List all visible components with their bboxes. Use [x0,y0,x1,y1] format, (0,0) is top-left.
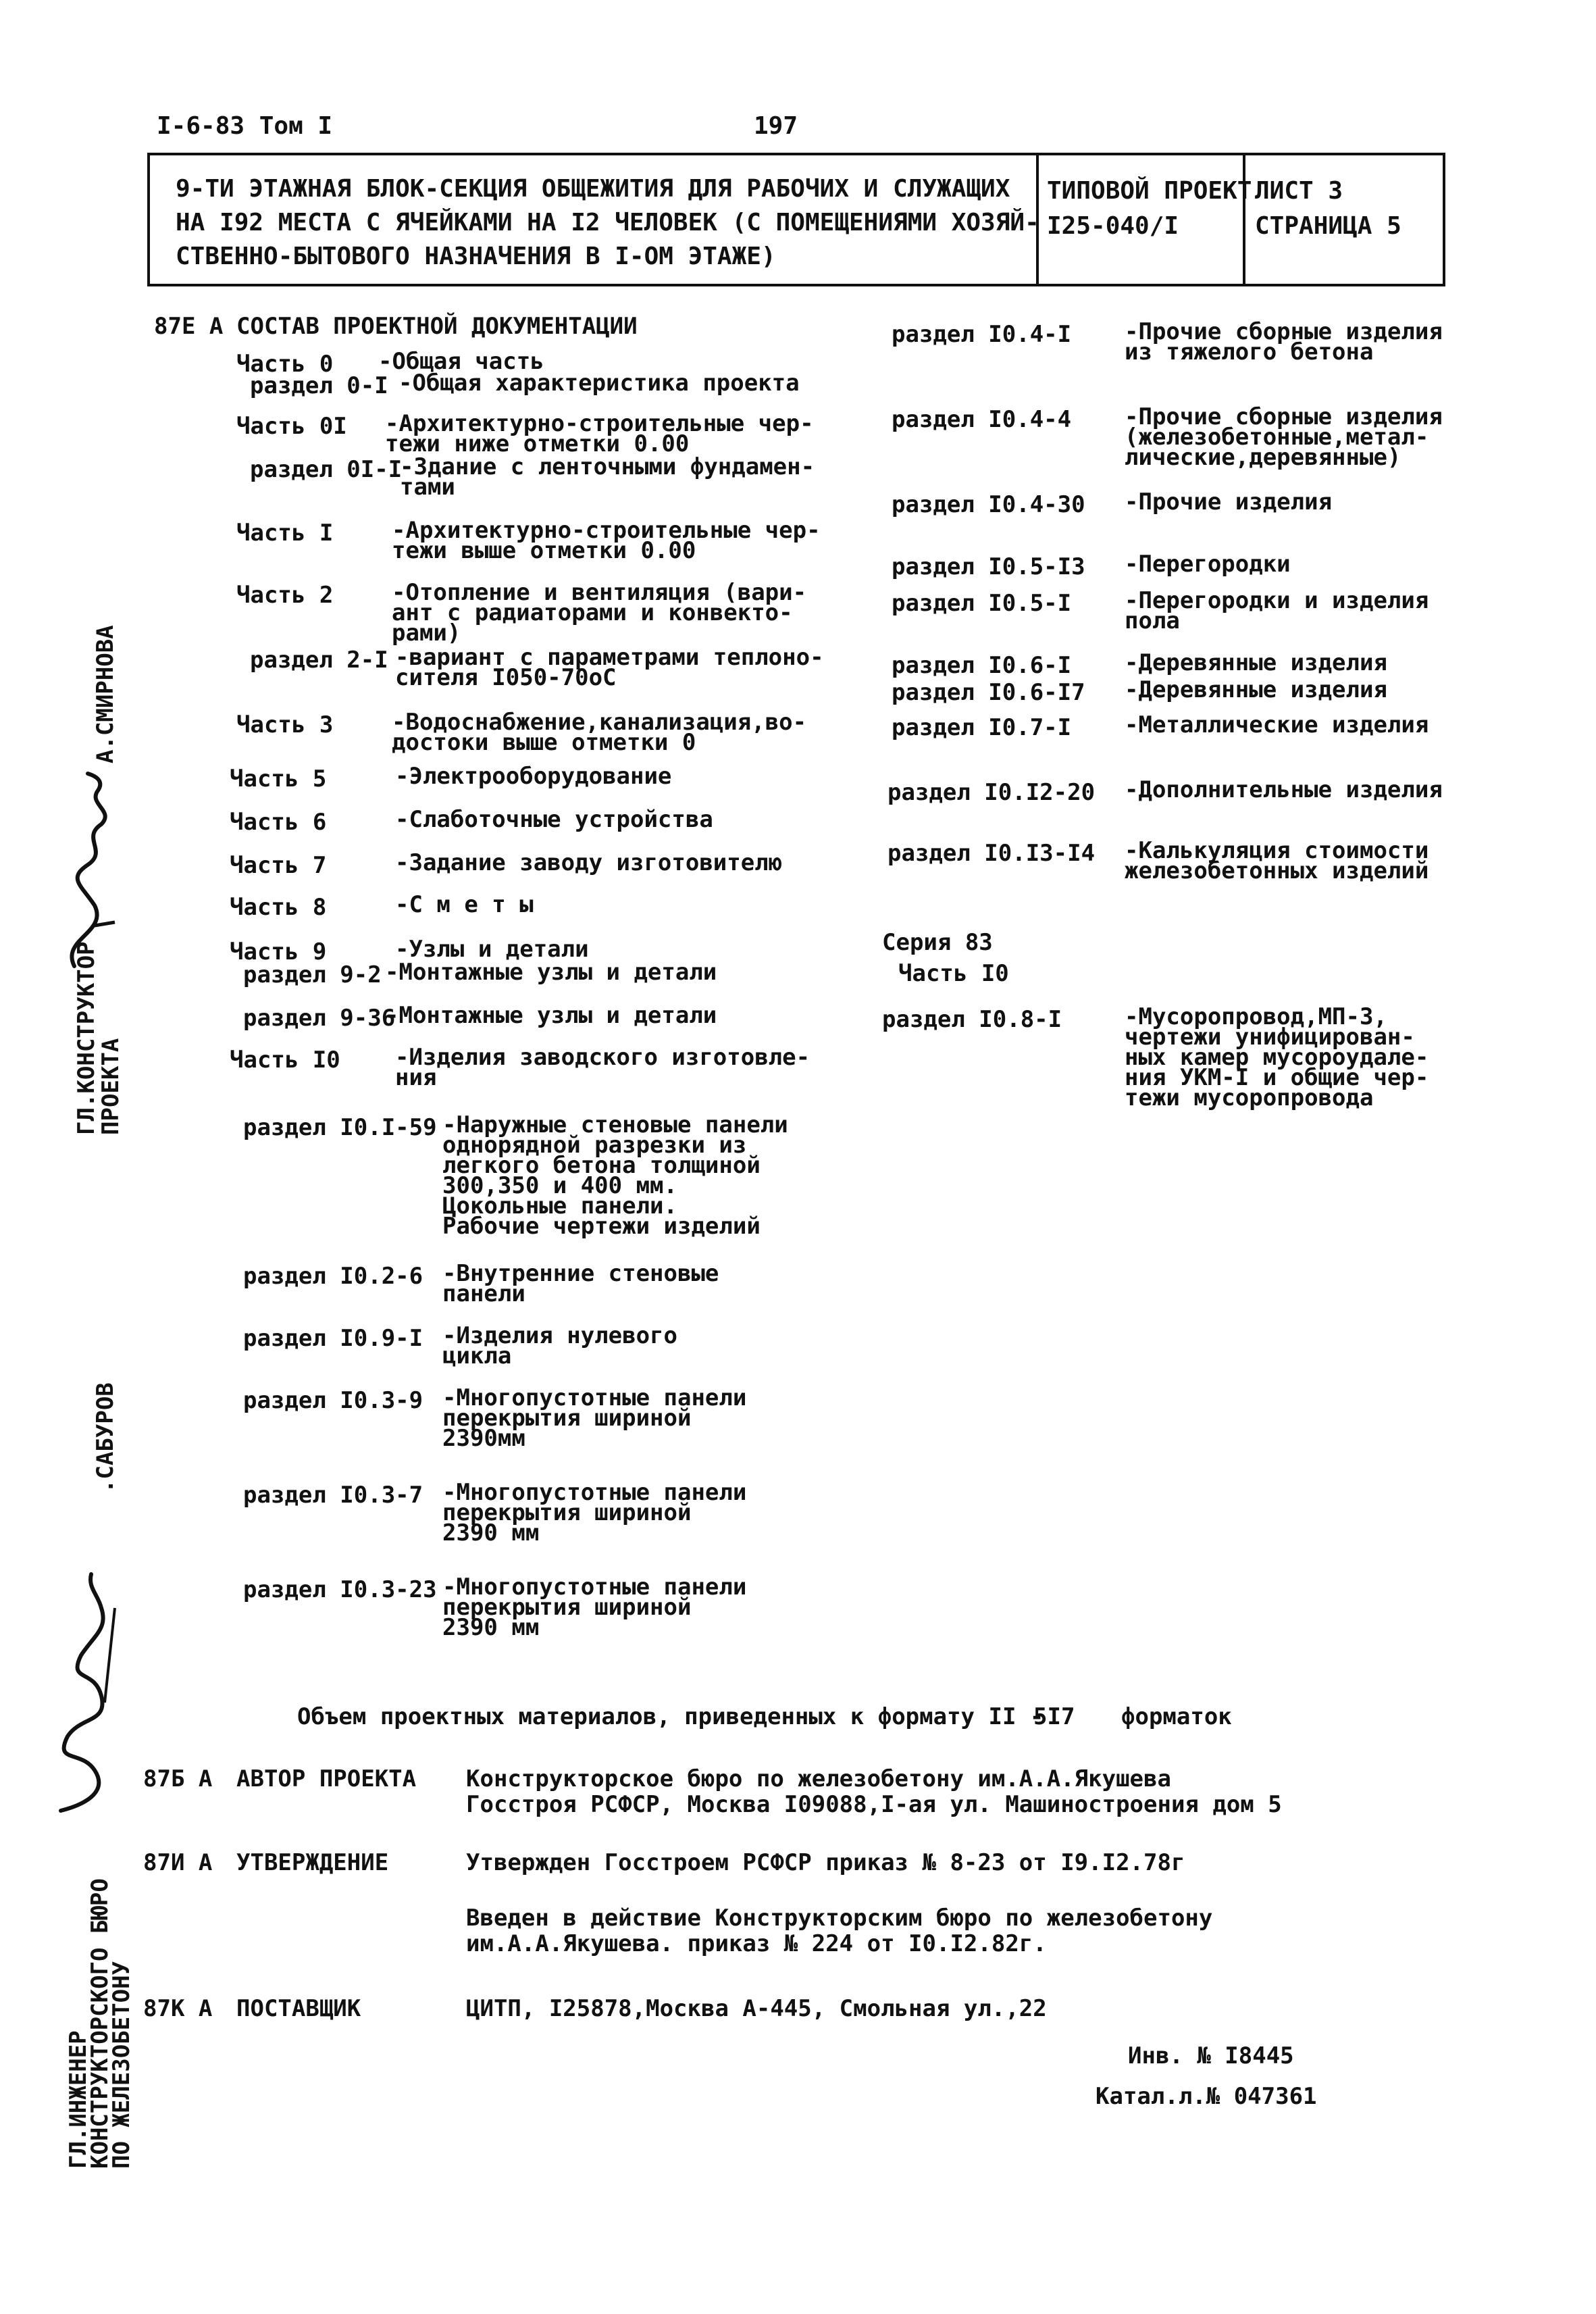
left-entry-label: раздел I0.2-6 [243,1263,423,1290]
left-entry-description: -Узлы и детали [395,936,589,963]
left-entry-label: Часть 6 [230,809,327,836]
signature-2 [41,1567,128,1824]
composition-heading: СОСТАВ ПРОЕКТНОЙ ДОКУМЕНТАЦИИ [236,313,638,340]
left-entry-label: раздел I0.3-9 [243,1387,423,1414]
left-entry-description: -Многопустотные панели перекрытия шириной 2390 мм [442,1479,747,1546]
left-entry-description: -вариант с параметрами теплоно- сителя I050-70оС [395,644,824,691]
project-type-label: ТИПОВОЙ ПРОЕКТ [1047,177,1252,205]
volume-unit: форматок [1121,1703,1232,1730]
right-entry-description: -Дополнительные изделия [1125,776,1443,803]
volume-value: 5I7 [1033,1703,1075,1730]
document-reference: I-6-83 Том I [157,112,333,140]
page-label: СТРАНИЦА 5 [1255,212,1401,240]
left-entry-description: -Задание заводу изготовителю [395,849,783,876]
left-entry-description: -С м е т ы [395,891,534,918]
chief-engineer-title: ГЛ.ИНЖЕНЕР КОНСТРУКТОРСКОГО БЮРО ПО ЖЕЛЕЗОБЕТОНУ [65,1878,135,2169]
right-entry-description: -Калькуляция стоимости железобетонных изделий [1125,837,1429,884]
left-entry-label: раздел 0-I [250,372,388,399]
right-entry-label: раздел I0.6-I [892,652,1072,679]
left-entry-label: Часть 7 [230,852,327,879]
right-entry-description: -Прочие сборные изделия из тяжелого бетона [1125,318,1443,366]
left-entry-label: раздел I0.3-23 [243,1576,437,1603]
enactment-text: Введен в действие Конструкторским бюро по железобетону им.А.А.Якушева. приказ № 224 от I0.I2.82г. [466,1905,1213,1957]
right-entry-description: -Металлические изделия [1125,711,1429,738]
left-entry-label: раздел 0I-I [250,456,403,483]
right-entry-description: -Деревянные изделия [1125,649,1387,676]
right-entry-label: раздел I0.6-I7 [892,679,1085,706]
left-entry-label: Часть 5 [230,765,327,793]
right-entry-description: -Перегородки [1125,551,1291,578]
right-entry-label: раздел I0.I3-I4 [887,840,1096,867]
left-entry-label: раздел I0.9-I [243,1325,423,1352]
chief-designer-name: А.СМИРНОВА [92,625,119,763]
left-entry-label: раздел 9-36 [243,1005,396,1032]
left-entry-description: -Изделия заводского изготовле- ния [395,1044,810,1091]
left-entry-label: раздел I0.I-59 [243,1114,437,1141]
left-entry-label: Часть I [236,520,334,547]
right-entry-label: раздел I0.4-4 [892,406,1072,433]
left-entry-description: -Водоснабжение,канализация,во- достоки выше отметки 0 [392,709,807,756]
right-entry-label: раздел I0.I2-20 [887,779,1096,806]
sheet-number: ЛИСТ 3 [1255,177,1343,205]
left-entry-label: Часть 3 [236,711,334,738]
chief-engineer-name: .САБУРОВ [92,1382,119,1493]
left-entry-description: -Архитектурно-строительные чер- тежи ниже отметки 0.00 [385,410,814,457]
title-block-divider-2 [1243,153,1245,286]
left-entry-description: -Монтажные узлы и детали [385,959,717,986]
right-entry-label: раздел I0.8-I [882,1006,1062,1033]
left-entry-description: -Многопустотные панели перекрытия шириной 2390 мм [442,1574,747,1641]
chief-designer-title: ГЛ.КОНСТРУКТОР ПРОЕКТА [73,941,124,1135]
left-entry-label: раздел 2-I [250,647,388,674]
left-entry-label: Часть 9 [230,938,327,965]
page-number: 197 [754,112,798,140]
approval-text: Утвержден Госстроем РСФСР приказ № 8-23 от I9.I2.78г [466,1849,1185,1876]
catalog-number: Катал.л.№ 047361 [1096,2083,1317,2110]
left-entry-description: -Изделия нулевого цикла [442,1322,677,1369]
left-entry-label: Часть 2 [236,582,334,609]
right-entry-description: -Прочие сборные изделия (железобетонные,метал- лические,деревянные) [1125,403,1443,471]
inventory-number: Инв. № I8445 [1128,2042,1294,2069]
left-entry-description: -Архитектурно-строительные чер- тежи выше отметки 0.00 [392,517,821,564]
approval-label: УТВЕРЖДЕНИЕ [236,1849,389,1876]
left-entry-description: -Отопление и вентиляция (вари- ант с радиаторами и конвекто- рами) [392,579,807,647]
right-entry-label: раздел I0.5-I3 [892,553,1085,580]
left-entry-description: -Общая часть [378,348,544,375]
right-entry-label: раздел I0.4-30 [892,491,1085,518]
author-code: 87Б А [143,1765,213,1792]
right-entry-label: Часть I0 [898,960,1009,987]
right-entry-label: раздел I0.4-I [892,321,1072,348]
approval-code: 87И А [143,1849,213,1876]
left-entry-description: -Наружные стеновые панели однорядной разрезки из легкого бетона толщиной 300,350 и 400 мм. Цокольные панели. Рабочие чертежи изделий [442,1111,788,1240]
left-entry-label: Часть 0 [236,351,334,378]
supplier-text: ЦИТП, I25878,Москва А-445, Смольная ул.,22 [466,1995,1047,2022]
project-number: I25-040/I [1047,212,1179,240]
supplier-code: 87К А [143,1995,213,2022]
left-entry-label: Часть 8 [230,894,327,921]
left-entry-description: -Внутренние стеновые панели [442,1260,719,1307]
right-entry-description: -Прочие изделия [1125,488,1333,515]
signature-1 [47,770,135,973]
left-entry-label: Часть I0 [230,1047,340,1074]
left-entry-description: -Многопустотные панели перекрытия шириной 2390мм [442,1384,747,1452]
composition-code: 87Е А [154,313,224,340]
author-text: Конструкторское бюро по железобетону им.А.А.Якушева Госстроя РСФСР, Москва I09088,I-ая ул. Машиностроения дом 5 [466,1765,1282,1818]
right-entry-label: раздел I0.5-I [892,590,1072,617]
left-entry-label: раздел I0.3-7 [243,1482,423,1509]
left-entry-description: -Слаботочные устройства [395,806,713,833]
supplier-label: ПОСТАВЩИК [236,1995,361,2022]
left-entry-description: -Здание с ленточными фундамен- тами [400,453,815,501]
left-entry-description: -Электрооборудование [395,763,672,790]
right-entry-description: -Мусоропровод,МП-3, чертежи унифицирован- ных камер мусороудале- ния УКМ-I и общие чер- тежи мусоропровода [1125,1003,1429,1111]
right-entry-label: Серия 83 [882,929,993,956]
right-entry-description: -Перегородки и изделия пола [1125,587,1429,634]
left-entry-label: раздел 9-2 [243,961,382,988]
project-title: 9-ТИ ЭТАЖНАЯ БЛОК-СЕКЦИЯ ОБЩЕЖИТИЯ ДЛЯ РАБОЧИХ И СЛУЖАЩИХ НА I92 МЕСТА С ЯЧЕЙКАМИ НА I2 ЧЕЛОВЕК (С ПОМЕЩЕНИЯМИ ХОЗЯЙ- СТВЕННО-БЫТОВОГО НАЗНАЧЕНИЯ В I-ОМ ЭТАЖЕ) [176,175,1039,270]
right-entry-description: -Деревянные изделия [1125,676,1387,703]
right-entry-label: раздел I0.7-I [892,714,1072,741]
volume-text: Объем проектных материалов, приведенных к формату II - [297,1703,1044,1730]
left-entry-label: Часть 0I [236,413,347,440]
left-entry-description: -Монтажные узлы и детали [385,1002,717,1029]
left-entry-description: -Общая характеристика проекта [398,370,800,397]
author-label: АВТОР ПРОЕКТА [236,1765,417,1792]
